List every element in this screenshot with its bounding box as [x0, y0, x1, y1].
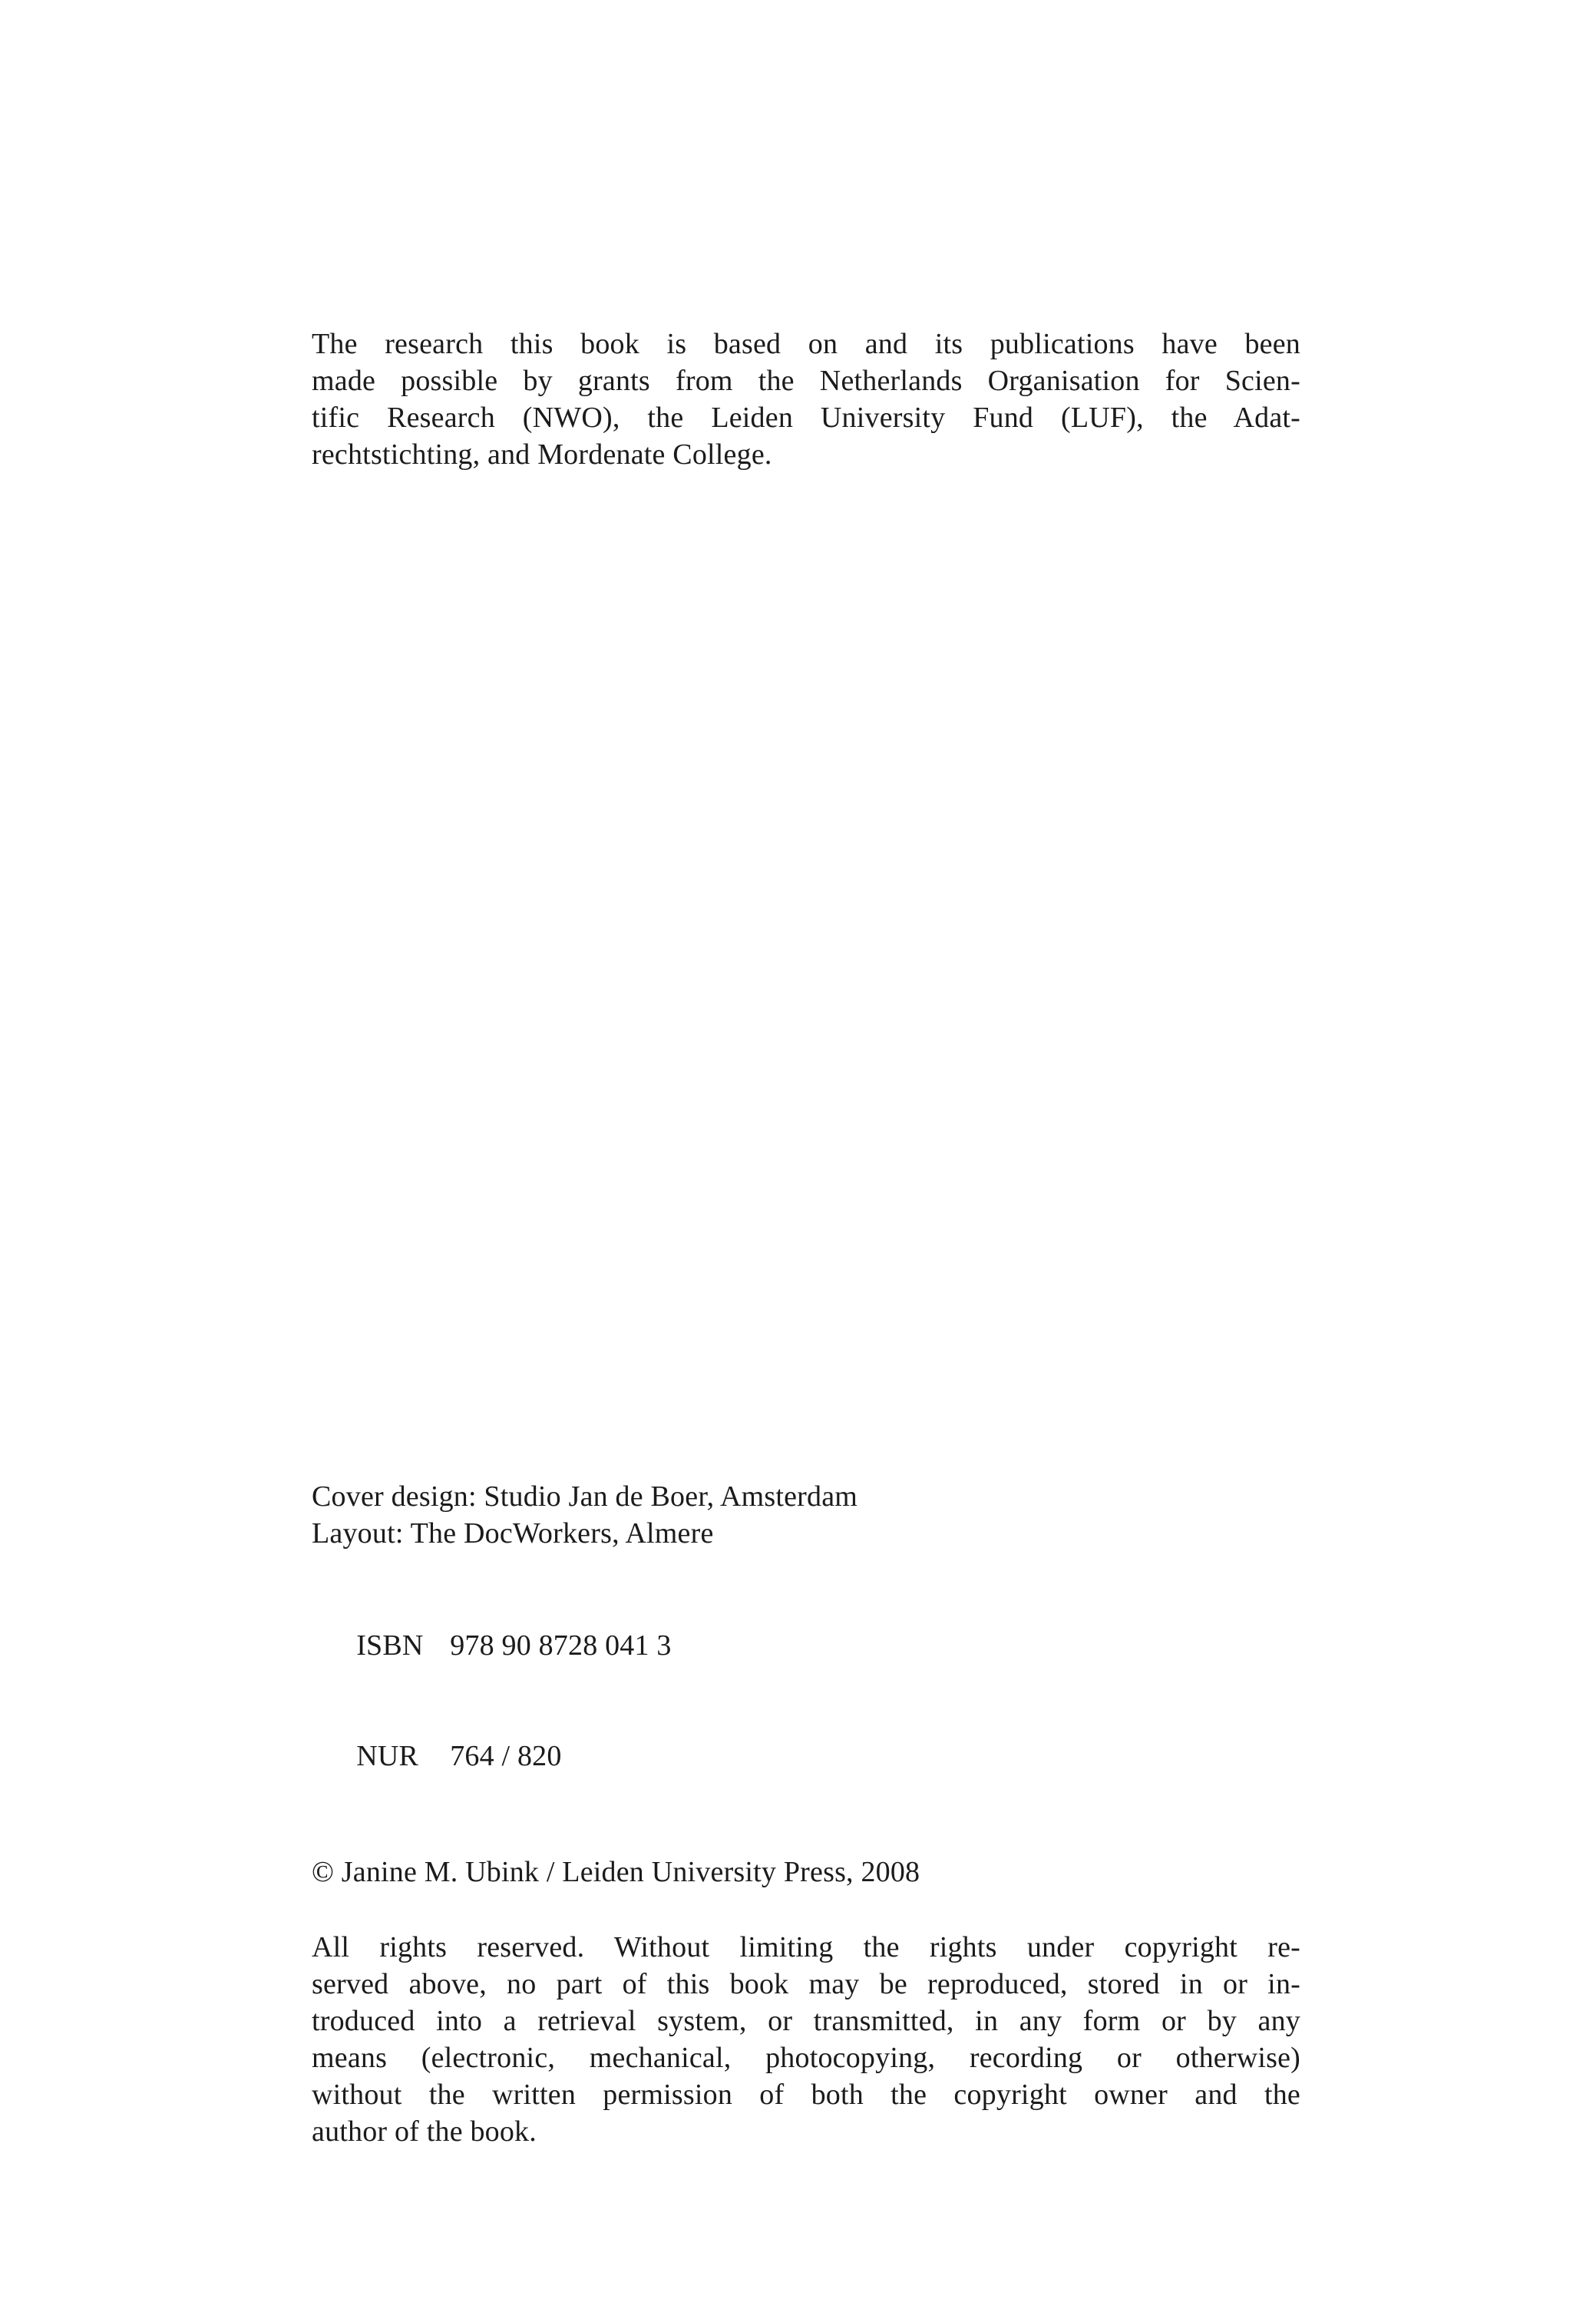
layout-line: Layout: The DocWorkers, Almere [312, 1517, 714, 1550]
isbn-label: ISBN [356, 1629, 424, 1662]
copyright-line: © Janine M. Ubink / Leiden University Press, 2008 [312, 1856, 920, 1888]
funding-paragraph [312, 326, 1300, 473]
funding-line-1: The research this book is based on and its publications have been [312, 328, 1300, 360]
rights-line-1: All rights reserved. Without limiting the rights under copyright re- [312, 1931, 1300, 1963]
isbn-value: 978 90 8728 041 3 [450, 1629, 672, 1662]
colophon-block [312, 1478, 1300, 2150]
rights-line-3: troduced into a retrieval system, or transmitted, in any form or by any [312, 2005, 1300, 2037]
rights-line-6: author of the book. [312, 2115, 537, 2148]
funding-line-4: rechtstichting, and Mordenate College. [312, 438, 772, 471]
rights-line-4: means (electronic, mechanical, photocopying, recording or otherwise) [312, 2042, 1300, 2074]
cover-design-line: Cover design: Studio Jan de Boer, Amsterdam [312, 1480, 858, 1513]
funding-line-3: tific Research (NWO), the Leiden University Fund (LUF), the Adat- [312, 402, 1300, 434]
isbn-line [312, 1590, 1300, 1701]
nur-line [312, 1701, 1300, 1811]
nur-label: NUR [356, 1740, 419, 1772]
rights-paragraph [312, 1929, 1300, 2150]
funding-line-2: made possible by grants from the Netherlands Organisation for Scien- [312, 365, 1300, 397]
nur-value: 764 / 820 [450, 1740, 562, 1772]
rights-line-2: served above, no part of this book may be reproduced, stored in or in- [312, 1968, 1300, 2000]
rights-line-5: without the written permission of both the copyright owner and the [312, 2079, 1300, 2111]
